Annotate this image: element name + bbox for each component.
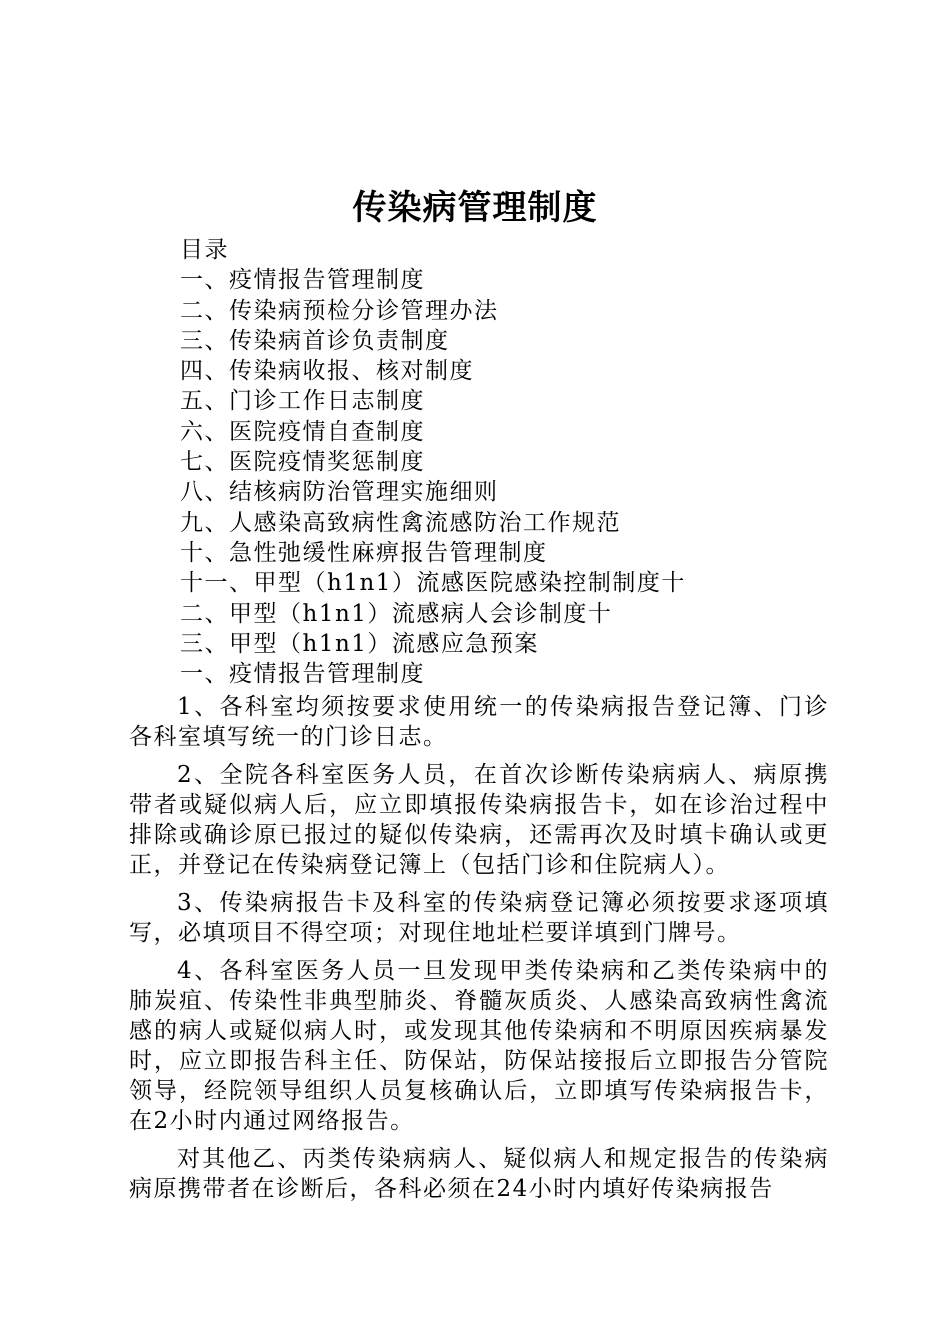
- document-title: 传染病管理制度: [352, 188, 598, 228]
- paragraph: 4、各科室医务人员一旦发现甲类传染病和乙类传染病中的肺炭疽、传染性非典型肺炎、脊髓灰质炎、人感染高致病性禽流感的病人或疑似病人时，或发现其他传染病和不明原因疾病暴发时，应立即报告科主任、防保站，防保站接报后立即报告分管院领导，经院领导组织人员复核确认后，立即填写传染病报告卡，在2小时内通过网络报告。: [129, 958, 829, 1134]
- paragraph: 1、各科室均须按要求使用统一的传染病报告登记簿、门诊各科室填写统一的门诊日志。: [129, 694, 829, 750]
- toc-item: 三、甲型（h1n1）流感应急预案: [180, 630, 539, 657]
- section-heading: 一、疫情报告管理制度: [180, 661, 425, 688]
- paragraph: 对其他乙、丙类传染病病人、疑似病人和规定报告的传染病病原携带者在诊断后，各科必须在24小时内填好传染病报告: [129, 1146, 829, 1202]
- toc-item: 七、医院疫情奖惩制度: [180, 449, 425, 476]
- toc-item: 二、传染病预检分诊管理办法: [180, 297, 499, 324]
- table-of-contents: [180, 235, 860, 689]
- paragraph: 2、全院各科室医务人员，在首次诊断传染病病人、病原携带者或疑似病人后，应立即填报传染病报告卡，如在诊治过程中排除或确诊原已报过的疑似传染病，还需再次及时填卡确认或更正，并登记在传染病登记簿上（包括门诊和住院病人）。: [129, 762, 829, 878]
- paragraph: 3、传染病报告卡及科室的传染病登记簿必须按要求逐项填写，必填项目不得空项；对现住地址栏要详填到门牌号。: [129, 890, 829, 946]
- toc-item: 六、医院疫情自查制度: [180, 418, 425, 445]
- toc-item: 十一、甲型（h1n1）流感医院感染控制制度十: [180, 570, 686, 597]
- toc-item: 二、甲型（h1n1）流感病人会诊制度十: [180, 600, 613, 627]
- toc-heading: 目录: [180, 237, 229, 263]
- toc-item: 一、疫情报告管理制度: [180, 267, 425, 294]
- document-body: [129, 692, 829, 1212]
- toc-item: 八、结核病防治管理实施细则: [180, 479, 499, 506]
- toc-item: 四、传染病收报、核对制度: [180, 358, 474, 385]
- toc-item: 九、人感染高致病性禽流感防治工作规范: [180, 509, 621, 536]
- toc-item: 十、急性弛缓性麻痹报告管理制度: [180, 539, 548, 566]
- toc-item: 三、传染病首诊负责制度: [180, 327, 450, 354]
- toc-item: 五、门诊工作日志制度: [180, 388, 425, 415]
